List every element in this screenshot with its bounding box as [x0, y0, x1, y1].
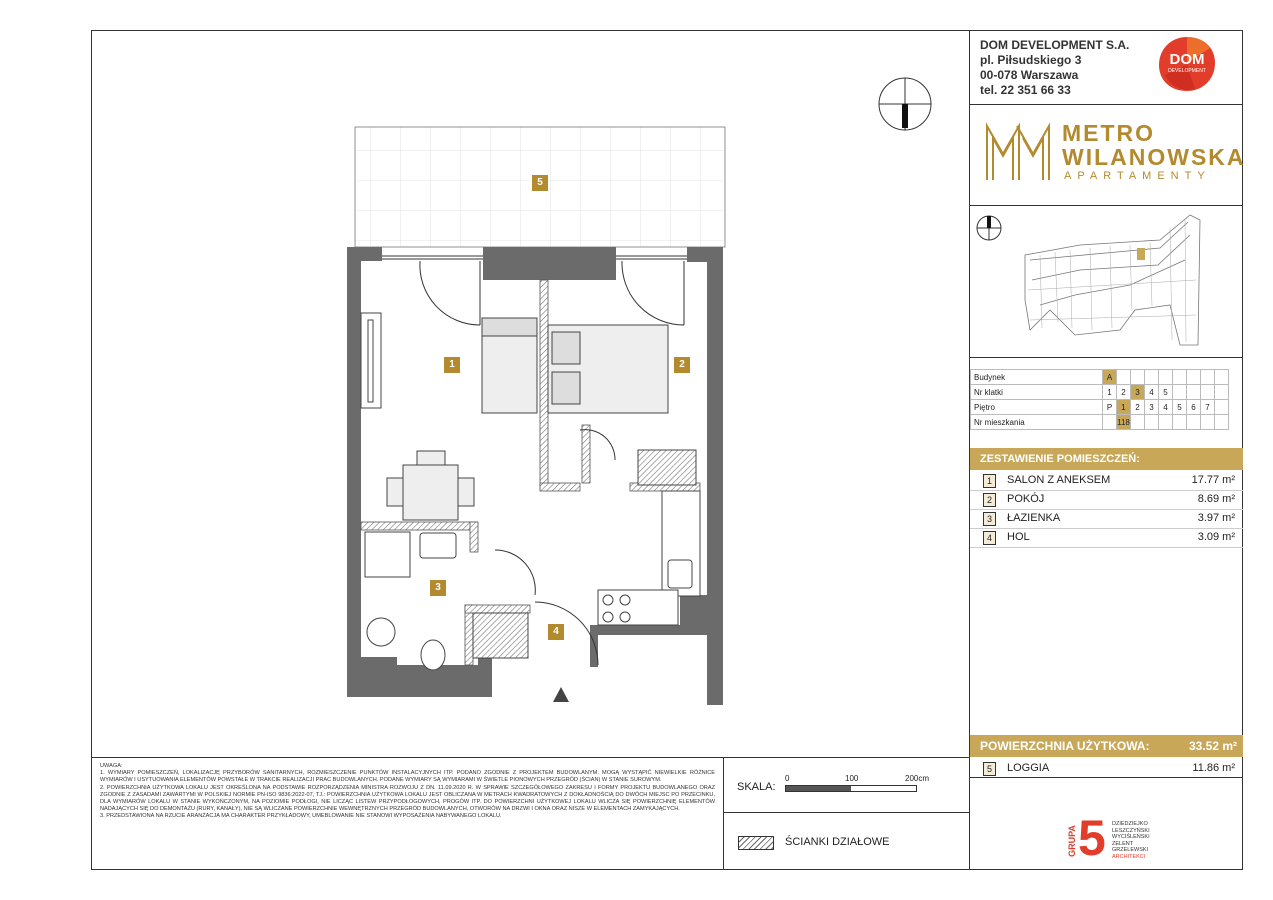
architect-name: DZIEDZIEJKO [1112, 821, 1148, 827]
keyplan-compass [974, 213, 1004, 248]
room-row-1 [981, 472, 1237, 490]
room-row-3 [981, 510, 1237, 528]
stair-label: Nr klatki [971, 385, 1103, 400]
architect-name: LESZCZYŃSKI [1112, 827, 1150, 834]
apt-label: Nr mieszkania [971, 415, 1103, 430]
partition-legend-label: ŚCIANKI DZIAŁOWE [785, 836, 890, 848]
note-item: 2. POWIERZCHNIA UŻYTKOWA LOKALU JEST OKREŚLONA NA PODSTAWIE ROZPORZĄDZENIA MINISTRA ROZWOJU Z DN. 11.09.2020 R. W SPRAWIE SZCZEGÓŁOWEGO ZAKRESU I FORMY PROJEKTU BUDOWLANEGO ORAZ ZGODNIE Z ZASADAMI ZAWARTYMI W POLSKIEJ NORMIE PN-ISO 9836:2022-07, TJ.: POWIERZCHNIA UŻYTKOWA LOKALU JEST OBLICZANA W METRACH KWADRATOWYCH Z DOKŁADNOŚCIĄ DO DWÓCH MIEJSC PO PRZECINKU, DLA WYMIARÓW LOKALU W STANIE WYKOŃCZONYM, NA POZIOMIE PODŁOGI, NIE LICZĄC LISTEW PRZYPODŁOGOWYCH, PROGÓW ITP. DO POWIERZCHNI UŻYTKOWEJ LOKALU WLICZA SIĘ POWIERZCHNIĘ ELEMENTÓW NADAJĄCYCH SIĘ DO DEMONTAŻU (RURY, KANAŁY), NIE SĄ WLICZANE POWIERZCHNIE WEWNĘTRZNYCH PRZEGRÓD BUDOWLANYCH, OTWORÓW NA DRZWI I OKNA ORAZ NISZE W ELEMENTACH ZAMYKAJĄCYCH. [100, 784, 715, 813]
stair-2: 2 [1117, 385, 1131, 400]
floor-2: 2 [1131, 400, 1145, 415]
grupa-text: GRUPA [1066, 825, 1077, 857]
scale-tick-100: 100 [845, 774, 859, 783]
scale-tick-0: 0 [785, 774, 790, 783]
floor-1: 1 [1117, 400, 1131, 415]
dom-logo-sub: DEVELOPMENT [1168, 68, 1206, 74]
architect-name: WYCIŚLEŃSKI [1112, 834, 1150, 840]
usable-area-bar [970, 735, 1243, 757]
rooms-header-bar [970, 448, 1243, 470]
architect-name: ARCHITEKCI [1112, 853, 1146, 860]
stair-3: 3 [1131, 385, 1145, 400]
floor-3: 3 [1145, 400, 1159, 415]
rooms-header: ZESTAWIENIE POMIESZCZEŃ: [980, 453, 1140, 465]
room-number: 3 [983, 512, 996, 526]
building-label: Budynek [971, 370, 1103, 385]
floor-6: 6 [1187, 400, 1201, 415]
room-number: 4 [983, 531, 996, 545]
floor-4: 4 [1159, 400, 1173, 415]
scale-label: SKALA: [737, 781, 776, 793]
project-name-2: WILANOWSKA [1062, 144, 1246, 170]
floor-plan [340, 120, 740, 705]
metro-logo-mark [983, 120, 1053, 189]
plan-marker-5: 5 [532, 175, 548, 191]
apt-value: 118 [1117, 415, 1131, 430]
dom-logo [1157, 35, 1217, 93]
scale-legend-divider [723, 812, 969, 813]
room-number: 5 [983, 762, 996, 776]
company-street: pl. Piłsudskiego 3 [980, 53, 1082, 67]
grupa-numeral: 5 [1078, 810, 1106, 866]
company-phone: tel. 22 351 66 33 [980, 83, 1071, 97]
note-item: 3. PRZEDSTAWIONA NA RZUCIE ARANŻACJA MA CHARAKTER PRZYKŁADOWY, UMEBLOWANIE NIE STANOWI WYPOSAŻENIA NABYWANEGO LOKALU. [100, 813, 502, 820]
company-divider [969, 104, 1243, 105]
room-area: 3.97 m² [1197, 512, 1235, 524]
company-name: DOM DEVELOPMENT S.A. [980, 38, 1130, 52]
company-info [980, 38, 1129, 98]
plan-marker-4: 4 [548, 624, 564, 640]
keyplan-divider [969, 357, 1243, 358]
room-area: 17.77 m² [1191, 474, 1235, 486]
notes-scale-divider [723, 757, 724, 870]
room-row-4 [981, 529, 1237, 547]
loggia-row [981, 760, 1237, 778]
stair-1: 1 [1103, 385, 1117, 400]
building-keyplan [1020, 210, 1205, 355]
partition-legend-swatch [738, 836, 774, 850]
architect-names [1112, 821, 1150, 860]
room-number: 2 [983, 493, 996, 507]
project-divider [969, 205, 1243, 206]
company-city: 00-078 Warszawa [980, 68, 1079, 82]
floor-7: 7 [1201, 400, 1215, 415]
floor-p: P [1103, 400, 1117, 415]
usable-area-value: 33.52 m² [1188, 739, 1237, 753]
dom-logo-text: DOM [1169, 51, 1205, 68]
room-name: POKÓJ [1007, 493, 1045, 505]
details-table [970, 369, 1229, 430]
project-name-3: APARTAMENTY [1064, 170, 1211, 182]
room-area: 3.09 m² [1197, 531, 1235, 543]
plan-marker-1: 1 [444, 357, 460, 373]
architect-name: ZELENT [1112, 840, 1134, 847]
architect-name: GRZELEWSKI [1112, 847, 1149, 853]
floor-label: Piętro [971, 400, 1103, 415]
room-area: 11.86 m² [1192, 762, 1235, 774]
usable-area-label: POWIERZCHNIA UŻYTKOWA: [980, 739, 1150, 753]
room-name: ŁAZIENKA [1007, 512, 1061, 524]
north-compass [876, 75, 934, 138]
room-row-2 [981, 491, 1237, 509]
project-name-1: METRO [1062, 120, 1156, 146]
stair-4: 4 [1145, 385, 1159, 400]
room-name: HOL [1007, 531, 1030, 543]
room-number: 1 [983, 474, 996, 488]
scale-bar [785, 785, 917, 792]
scale-tick-200: 200cm [905, 774, 930, 783]
plan-marker-2: 2 [674, 357, 690, 373]
floor-5: 5 [1173, 400, 1187, 415]
notes-title: UWAGA: [100, 763, 123, 769]
grupa5-logo [1064, 810, 1164, 866]
room-name: SALON Z ANEKSEM [1007, 474, 1111, 486]
stair-5: 5 [1159, 385, 1173, 400]
notes-block [100, 763, 715, 821]
note-item: 1. WYMIARY POMIESZCZEŃ, LOKALIZACJĘ PRZYBORÓW SANITARNYCH, ROZMIESZCZENIE PUNKTÓW INSTALACYJNYCH ITP. PODANO ZGODNIE Z PROJEKTEM BUDOWLANYM. MOGĄ WYSTĄPIĆ NIEWIELKIE RÓŻNICE WYMIARÓW I USYTUOWANIA ELEMENTÓW POWSTAŁE W TRAKCIE REALIZACJI PRAC BUDOWLANYCH. PODANE WYMIARY SĄ WYMIARAMI W ŚWIETLE PIONOWYCH PRZEGRÓD (ŚCIAN) W STANIE SUROWYM. [100, 770, 715, 784]
notes-divider [91, 757, 969, 758]
room-area: 8.69 m² [1197, 493, 1235, 505]
building-value: A [1103, 370, 1117, 385]
room-name: LOGGIA [1007, 762, 1050, 774]
plan-marker-3: 3 [430, 580, 446, 596]
